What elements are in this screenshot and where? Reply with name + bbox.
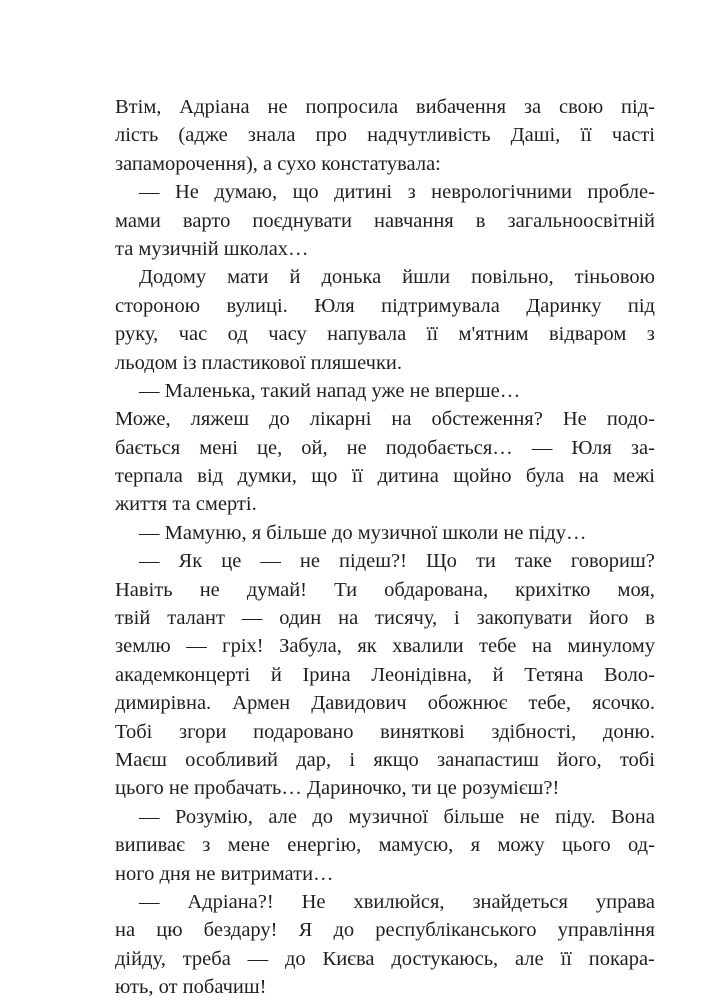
text-line: бається мені це, ой, не подобається… — Юля за- <box>115 436 655 459</box>
text-line: землю — гріх! Забула, як хвалили тебе на минулому <box>115 635 655 658</box>
text-line: запаморочення), а сухо констатувала: <box>115 152 441 175</box>
text-line: Навіть не думай! Ти обдарована, крихітко моя, <box>115 578 655 601</box>
text-line: життя та смерті. <box>115 493 257 516</box>
text-line: та музичній школах… <box>115 237 309 260</box>
text-line: — Не думаю, що дитині з неврологічними пробле- <box>139 181 655 204</box>
text-line: Тобі згори подаровано виняткові здібності, доню. <box>115 720 655 743</box>
text-line: Втім, Адріана не попросила вибачення за свою під- <box>115 96 655 118</box>
text-line: мами варто поєднувати навчання в загальноосвітній <box>115 209 655 232</box>
text-line: ють, от побачиш! <box>115 976 267 999</box>
text-line: Маєш особливий дар, і якщо занапастиш його, тобі <box>115 748 655 771</box>
text-line: руку, час од часу напувала її м'ятним відваром з <box>115 323 655 346</box>
text-line: дійду, треба — до Києва достукаюсь, але її покара- <box>115 947 655 970</box>
body-text <box>115 93 655 1000</box>
text-line: — Як це — не підеш?! Що ти таке говориш? <box>139 550 655 573</box>
text-line: ного дня не витримати… <box>115 862 334 885</box>
text-line: терпала від думки, що її дитина щойно була на межі <box>115 465 655 488</box>
text-line: твій талант — один на тисячу, і закопувати його в <box>115 607 655 630</box>
text-line: цього не пробачать… Дариночко, ти це розумієш?! <box>115 777 560 800</box>
text-line: академконцерті й Ірина Леонідівна, й Тетяна Воло- <box>115 663 655 686</box>
text-line: випиває з мене енергію, мамусю, я можу цього од- <box>115 834 655 857</box>
text-line: на цю бездару! Я до республіканського управління <box>115 919 655 942</box>
text-line: — Мамуню, я більше до музичної школи не піду… <box>139 521 587 544</box>
text-line: стороною вулиці. Юля підтримувала Даринку під <box>115 294 655 317</box>
text-line: — Розумію, але до музичної більше не піду. Вона <box>139 805 655 828</box>
text-line: — Маленька, такий напад уже не вперше… <box>139 379 521 402</box>
book-page <box>115 93 655 1000</box>
text-line: Додому мати й донька йшли повільно, тіньовою <box>139 266 655 289</box>
text-line: лість (адже знала про надчутливість Даші, її часті <box>115 124 655 147</box>
text-line: димирівна. Армен Давидович обожнює тебе, ясочко. <box>115 692 655 715</box>
text-line: Може, ляжеш до лікарні на обстеження? Не подо- <box>115 408 655 431</box>
text-line: — Адріана?! Не хвилюйся, знайдеться управа <box>139 890 655 913</box>
text-line: льодом із пластикової пляшечки. <box>115 351 403 374</box>
